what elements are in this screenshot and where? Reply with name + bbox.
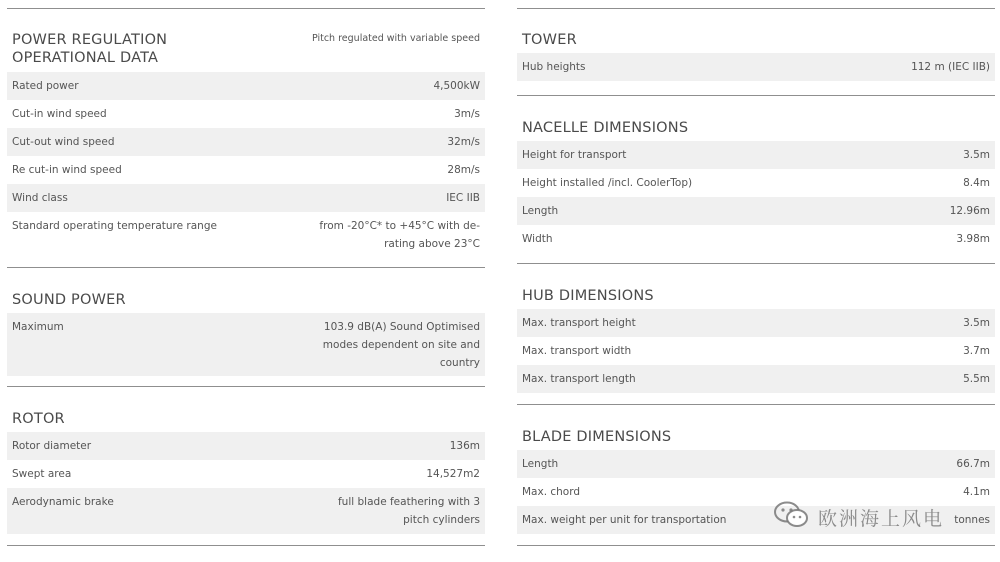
spec-row [517, 478, 995, 506]
rotor-title: ROTOR [12, 411, 65, 427]
spec-row [7, 313, 485, 376]
spec-value-line: rating above 23°C [384, 238, 480, 250]
spec-row [517, 197, 995, 225]
spec-value-line: from -20°C* to +45°C with de- [319, 220, 480, 232]
spec-value [338, 493, 480, 529]
divider [517, 263, 995, 264]
spec-value: 14,527m2 [426, 468, 480, 480]
spec-row [7, 432, 485, 460]
sound-power-title: SOUND POWER [12, 292, 126, 308]
spec-row [517, 309, 995, 337]
spec-row [517, 53, 995, 81]
spec-value: IEC IIB [446, 192, 480, 204]
spec-value-line: 103.9 dB(A) Sound Optimised [323, 321, 480, 333]
spec-value: 136m [449, 440, 480, 452]
spec-label: Rated power [12, 80, 79, 92]
spec-row [517, 141, 995, 169]
divider [7, 267, 485, 268]
spec-value: 5.5m [963, 373, 990, 385]
spec-row [7, 156, 485, 184]
spec-label: Hub heights [522, 61, 586, 73]
blade-title: BLADE DIMENSIONS [522, 429, 672, 445]
spec-label: Cut-in wind speed [12, 108, 107, 120]
spec-value-line: pitch cylinders [403, 514, 480, 526]
spec-label: Aerodynamic brake [12, 496, 114, 508]
spec-value: 4.1m [963, 486, 990, 498]
divider [7, 8, 485, 9]
divider [517, 95, 995, 96]
hub-title: HUB DIMENSIONS [522, 288, 654, 304]
spec-value [319, 217, 480, 253]
spec-row [7, 212, 485, 258]
spec-label: Max. transport height [522, 317, 636, 329]
spec-value-line: modes dependent on site and [322, 339, 480, 351]
spec-value: 12.96m [949, 205, 990, 217]
divider [7, 545, 485, 546]
spec-row [7, 100, 485, 128]
spec-label: Wind class [12, 192, 68, 204]
section-title-line: POWER REGULATION [12, 32, 168, 48]
spec-label: Max. transport width [522, 345, 632, 357]
spec-value-line: full blade feathering with 3 [337, 496, 480, 508]
nacelle-title: NACELLE DIMENSIONS [522, 120, 689, 136]
spec-label: Width [522, 233, 553, 245]
divider [517, 404, 995, 405]
spec-value: 8.4m [963, 177, 990, 189]
spec-row [7, 184, 485, 212]
power-regulation-title [12, 31, 167, 67]
spec-row [7, 128, 485, 156]
spec-value: 3.5m [963, 317, 990, 329]
spec-row [517, 169, 995, 197]
spec-label: Swept area [12, 468, 72, 480]
tower-title: TOWER [522, 32, 577, 48]
spec-value: 28m/s [447, 164, 480, 176]
spec-row [517, 337, 995, 365]
spec-value: 3.7m [963, 345, 990, 357]
spec-row [517, 225, 995, 253]
spec-value: 112 m (IEC IIB) [911, 61, 990, 73]
spec-row [517, 365, 995, 393]
divider [517, 8, 995, 9]
spec-row [7, 72, 485, 100]
spec-row [517, 450, 995, 478]
spec-row [7, 488, 485, 534]
spec-value [323, 318, 480, 372]
spec-value: 32m/s [447, 136, 480, 148]
watermark-text: 欧洲海上风电 [818, 508, 945, 530]
spec-value: 66.7m [956, 458, 990, 470]
spec-label: Max. transport length [522, 373, 636, 385]
divider [517, 545, 995, 546]
spec-label: Length [522, 205, 559, 217]
spec-value: tonnes [954, 514, 990, 526]
spec-row [517, 506, 995, 534]
spec-label: Re cut-in wind speed [12, 164, 122, 176]
section-title-line: OPERATIONAL DATA [12, 50, 159, 66]
spec-value: 3m/s [454, 108, 480, 120]
spec-label: Standard operating temperature range [12, 220, 217, 232]
spec-label: Height installed /incl. CoolerTop) [522, 177, 693, 189]
spec-label: Height for transport [522, 149, 627, 161]
spec-label: Length [522, 458, 559, 470]
spec-value: 4,500kW [433, 80, 480, 92]
spec-label: Cut-out wind speed [12, 136, 115, 148]
spec-value: 3.5m [963, 149, 990, 161]
spec-label: Maximum [12, 321, 64, 333]
spec-label: Max. weight per unit for transportation [522, 514, 727, 526]
spec-row [7, 460, 485, 488]
spec-value-line: country [439, 357, 480, 369]
spec-value: 3.98m [956, 233, 990, 245]
spec-label: Max. chord [522, 486, 581, 498]
divider [7, 386, 485, 387]
spec-label: Rotor diameter [12, 440, 92, 452]
pitch-note: Pitch regulated with variable speed [311, 33, 480, 44]
